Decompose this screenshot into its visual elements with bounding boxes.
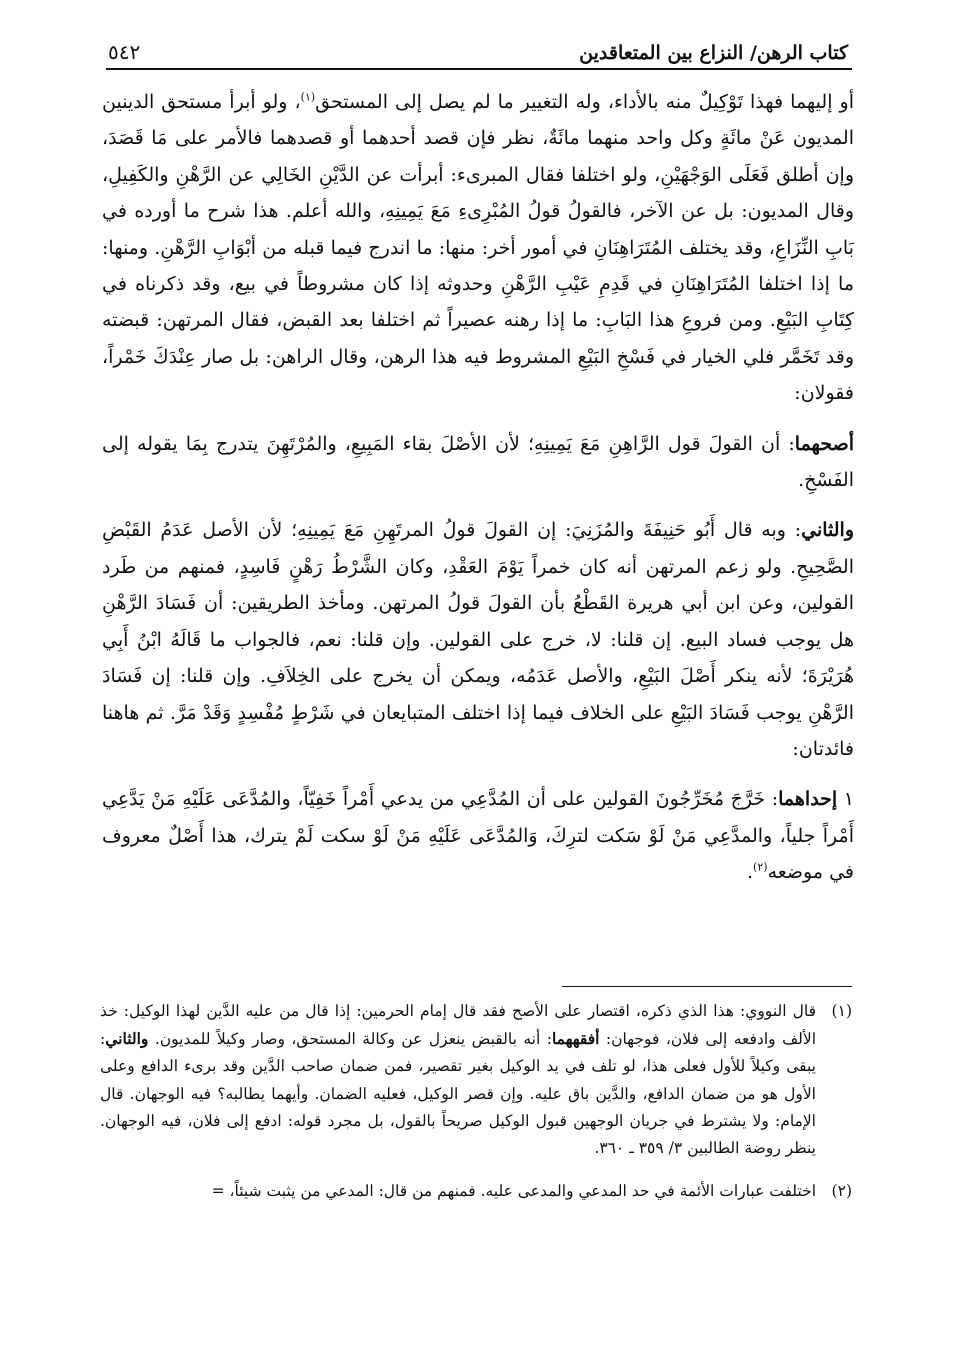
footnote-divider [562, 986, 852, 987]
footnote-2-text: اختلفت عبارات الأئمة في حد المدعي والمدعى عليه. فمنهم من قال: المدعي من يثبت شيئاً، = [211, 1182, 816, 1201]
header-divider [106, 68, 852, 70]
paragraph-gap [102, 412, 854, 426]
footnote-1-text-b: : أنه بالقبض ينعزل عن وكالة المستحق، وصار وكيلاً للمديون. [148, 1030, 552, 1049]
footnote-2 [100, 1178, 852, 1205]
paragraph-2-text: : أن القولَ قول الرَّاهِنِ مَعَ يَمِينِهِ؛ لأن الأصْلَ بقاء المَبِيعِ، والمُرْتَهِنَ يتدرج بِمَا يقوله إلى الفَسْخِ. [102, 432, 854, 492]
paragraph-4-text: : خَرَّجَ مُخَرِّجُونَ القولين على أن المُدَّعِي من يدعي أَمْراً خَفِيّاً، والمُدَّعَى عَلَيْهِ مَنْ يَدَّعِي أَمْراً جلياً، والمدَّعِي مَنْ لَوْ سَكت لترِكَ، وَالمُدَّعَى عَلَيْهِ مَنْ لَوْ سكت لَمْ يترك، هذا أَصْلٌ معروف في موضعه [102, 788, 854, 884]
paragraph-gap [102, 767, 854, 781]
footnotes [100, 998, 852, 1205]
paragraph-1-text-b: ، ولو أبرأ مستحق الدينين المديون عَنْ مائَةٍ وكل واحد منهما مائَةٌ، نظر فإن قصد أحدهما أو قصدهما فالأمر على مَا قَصَدَ، وإن أطلق فَعَلَى الوَجْهَيْنِ، ولو اختلفا فقال المبرىء: أبرأت عن الدَّيْنِ الخَالِي عن الرَّهْنِ والكَفِيلِ، وقال المديون: بل عن الآخر، فالقولُ قولُ المُبْرِىءِ مَعَ يَمِينِهِ، والله أعلم. هذا شرح ما أورده في بَابِ النِّزَاعِ، وقد يختلف المُتَرَاهِنَانِ في أمور أخر: منها: ما اندرج فيما قبله من أبْوَابِ الرَّهْنِ. ومنها: ما إذا اختلفا المُتَرَاهِنَانِ في قَدِمِ عَيْبِ الرَّهْنِ وحدوثه إذا كان مشروطاً في بيع، وقد ذكرناه في كِتَابِ البَيْعِ. ومن فروعِ هذا البَابِ: ما إذا رهنه عصيراً ثم اختلفا بعد القبض، فقال المرتهن: قبضته وقد تَخَمَّر فلي الخيار في فَسْخِ البَيْعِ المشروط فيه هذا الرهن، وقال الراهن: بل صار عِنْدَكَ خَمْراً، فقولان: [102, 91, 854, 405]
paragraph-3-label: والثاني [801, 519, 854, 542]
paragraph-4 [102, 781, 854, 890]
main-text [102, 84, 854, 891]
running-title: كتاب الرهن/ النزاع بين المتعاقدين [579, 42, 848, 64]
footnote-1-number: (١) [831, 1002, 852, 1020]
paragraph-4-end: . [747, 861, 754, 884]
page-header [108, 28, 848, 64]
paragraph-2-label: أصحهما [794, 432, 854, 455]
footnote-1-bold-b: والثاني [105, 1029, 149, 1049]
paragraph-gap [102, 498, 854, 512]
footnote-ref-1[interactable]: (١) [300, 90, 316, 104]
paragraph-4-bullet: ١ [843, 788, 855, 811]
page-number: ٥٤٢ [108, 40, 141, 64]
footnote-1-bold-a: أفقههما [551, 1029, 600, 1049]
paragraph-3 [102, 512, 854, 767]
paragraph-2 [102, 426, 854, 499]
paragraph-4-label: إحداهما [778, 788, 838, 811]
footnote-ref-2[interactable]: (٢) [753, 860, 768, 874]
footnote-1-text [100, 998, 816, 1162]
paragraph-1-text-a: أو إليهما فهذا تَوْكِيلٌ منه بالأداء، وله التغيير ما لم يصل إلى المستحق [315, 91, 854, 113]
footnote-1-text-a: قال النووي: هذا الذي ذكره، اقتصار على الأصح فقد قال إمام الحرمين: إذا قال من عليه الدَّين لهذا الوكيل: خذ الألف وادفعه إلى فلان، فوجهان: [100, 1002, 816, 1049]
paragraph-1 [102, 84, 854, 412]
footnote-2-number: (٢) [831, 1182, 852, 1201]
footnote-1 [100, 998, 852, 1162]
paragraph-3-text: : وبه قال أَبُو حَنِيفَةَ والمُزَنِيَ: إن القولَ قولُ المرتَهِنِ مَعَ يَمِينِهِ؛ لأن الأصل عَدَمُ القَبْضِ الصَّحِيحِ. ولو زعم المرتهن أنه كان خمراً يَوْمَ العَقْدِ، وكان الشَّرْطُ رَهْنٍ فَاسِدٍ، فمنهم من طَرد القولين، وعن ابن أبي هريرة القَطْعُ بأن القولَ قولُ المرتهن. ومأخذ الطريقين: أن فَسَادَ الرَّهْنِ هل يوجب فساد البيع. إن قلنا: لا، خرج على القولين. وإن قلنا: نعم، فالجواب ما قَالَهُ ابْنُ أَبِي هُرَيْرَةَ؛ لأنه ينكر أَصْلَ البَيْعِ، والأصل عَدَمُه، ويمكن أن يخرج على الخِلاَفِ. وإن قلنا: إن فَسَادَ الرَّهْنِ يوجب فَسَادَ البَيْعِ على الخلاف فيما إذا اختلف المتبايعان في شَرْطٍ مُفْسِدٍ وَقَدْ مَرَّ. ثم هاهنا فائدتان: [102, 519, 854, 760]
footnote-1-text-c: : يبقى وكيلاً للأول فعلى هذا، لو تلف في يد الوكيل بغير تقصير، فمن ضمان صاحب الدَّين وقد برىء الدافع وعلى الأول هو من ضمان الدافع، والدَّين باق عليه. وإن قصر الوكيل، فعليه الضمان. وأيهما يطالبه؟ فيه الوجهان. قال الإمام: ولا يشترط في جريان الوجهين قبول الوكيل صريحاً بالقول، بل مجرد قوله: ادفع إلى فلان، فيه الوجهان. ينظر روضة الطالبين ٣/ ٣٥٩ ـ ٣٦٠. [100, 1030, 816, 1158]
